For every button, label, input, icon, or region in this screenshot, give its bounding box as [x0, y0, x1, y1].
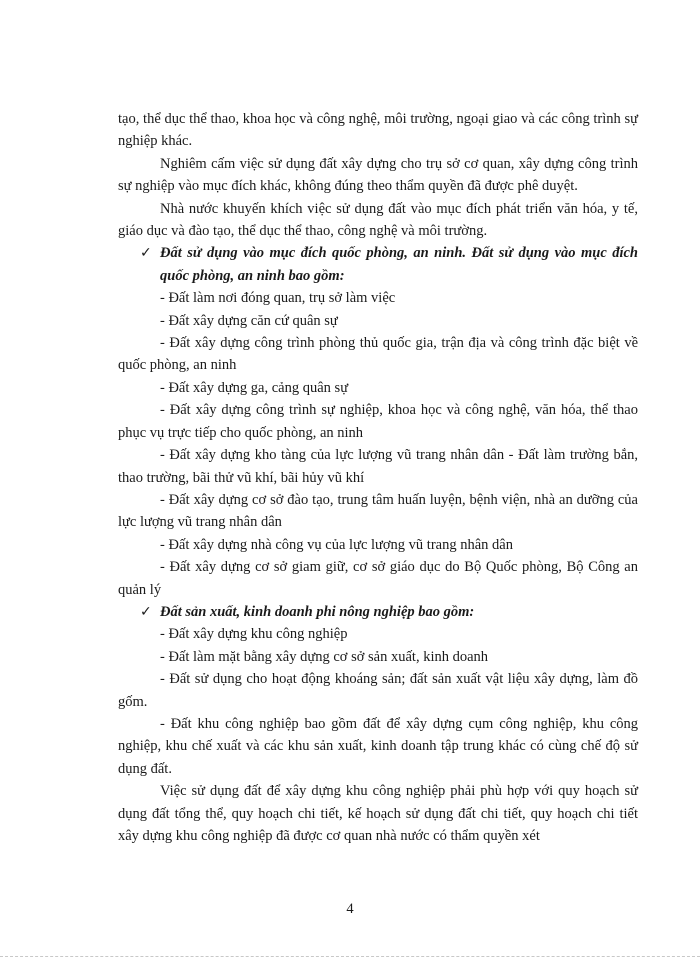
list-item: - Đất xây dựng khu công nghiệp: [160, 626, 348, 643]
paragraph: Nghiêm cấm việc sử dụng đất xây dựng cho trụ sở cơ quan, xây dựng công trình sự nghiệp vào mục đích khác, không đúng theo thẩm quyền đã được phê duyệt.: [118, 155, 638, 195]
list-item: - Đất xây dựng nhà công vụ của lực lượng vũ trang nhân dân: [160, 536, 513, 553]
section-heading-business: [118, 601, 638, 623]
list-item: - Đất xây dựng kho tàng của lực lượng vũ trang nhân dân - Đất làm trường bắn, thao trường, bãi thử vũ khí, bãi hủy vũ khí: [118, 447, 638, 486]
section-heading-defense: [118, 242, 638, 287]
list-item: - Đất sử dụng cho hoạt động khoáng sản; đất sản xuất vật liệu xây dựng, làm đồ gốm.: [118, 671, 638, 710]
paragraph: tạo, thể dục thể thao, khoa học và công nghệ, môi trường, ngoại giao và các công trình sự nghiệp khác.: [118, 111, 638, 150]
list-item: - Đất làm nơi đóng quan, trụ sở làm việc: [160, 290, 396, 307]
heading-text: Đất sản xuất, kinh doanh phi nông nghiệp bao gồm:: [160, 603, 475, 620]
body-text: [118, 108, 638, 847]
list-item: - Đất xây dựng cơ sở đào tạo, trung tâm huấn luyện, bệnh viện, nhà an dưỡng của lực lượng vũ trang nhân dân: [118, 491, 638, 531]
list-item: - Đất xây dựng ga, cảng quân sự: [160, 379, 349, 396]
paragraph: Nhà nước khuyến khích việc sử dụng đất vào mục đích phát triển văn hóa, y tế, giáo dục và đào tạo, thể dục thể thao, công nghệ và môi trường.: [118, 200, 638, 240]
list-item: - Đất xây dựng công trình sự nghiệp, khoa học và công nghệ, văn hóa, thể thao phục vụ trực tiếp cho quốc phòng, an ninh: [118, 402, 638, 441]
list-item: - Đất làm mặt bằng xây dựng cơ sở sản xuất, kinh doanh: [160, 648, 489, 665]
list-item: - Đất xây dựng cơ sở giam giữ, cơ sở giáo dục do Bộ Quốc phòng, Bộ Công an quản lý: [118, 559, 638, 598]
heading-text: Đất sử dụng vào mục đích quốc phòng, an ninh. Đất sử dụng vào mục đích quốc phòng, an ninh bao gồm:: [160, 245, 638, 284]
page-divider: [0, 956, 700, 957]
checkmark-icon: ✓: [140, 245, 152, 262]
checkmark-icon: ✓: [140, 603, 152, 620]
page-number: 4: [346, 901, 354, 917]
list-item: - Đất xây dựng căn cứ quân sự: [160, 312, 338, 329]
list-item: - Đất xây dựng công trình phòng thủ quốc gia, trận địa và công trình đặc biệt về quốc phòng, an ninh: [118, 335, 638, 374]
list-item: - Đất khu công nghiệp bao gồm đất để xây dựng cụm công nghiệp, khu công nghiệp, khu chế xuất và các khu sản xuất, kinh doanh tập trung khác có cùng chế độ sử dụng đất.: [118, 715, 638, 777]
paragraph: Việc sử dụng đất để xây dựng khu công nghiệp phải phù hợp với quy hoạch sử dụng đất tổng thể, quy hoạch chi tiết, kế hoạch sử dụng đất chi tiết, quy hoạch chi tiết xây dựng khu công nghiệp đã được cơ quan nhà nước có thẩm quyền xét: [118, 783, 638, 844]
